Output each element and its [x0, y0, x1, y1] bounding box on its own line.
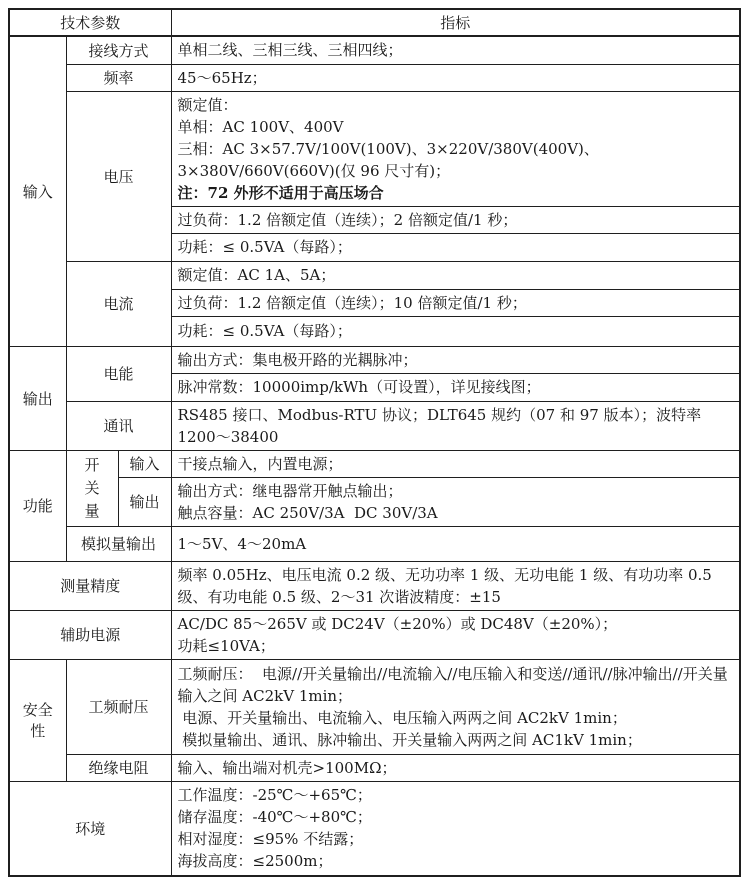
withstand-value	[171, 659, 740, 754]
table-row	[9, 36, 740, 64]
section-label-accuracy: 测量精度	[9, 561, 171, 610]
switch-output-value	[171, 477, 740, 526]
aux-power-value	[171, 610, 740, 659]
section-label-aux-power: 辅助电源	[9, 610, 171, 659]
withstand-line1: 工频耐压： 电源//开关量输出//电流输入//电压输入和变送//通讯//脉冲输出//开关量输入之间 AC2kV 1min；	[177, 664, 728, 705]
environment-line4: 海拔高度：≤2500m；	[177, 852, 333, 871]
environment-line3: 相对湿度：≤95% 不结露；	[177, 830, 364, 849]
wiring-value: 单相二线、三相三线、三相四线；	[171, 36, 740, 64]
current-rated-value: 额定值：AC 1A、5A；	[171, 261, 740, 289]
aux-power-line2: 功耗≤10VA；	[177, 636, 275, 655]
aux-power-line1: AC/DC 85～265V 或 DC24V（±20%）或 DC48V（±20%）；	[177, 614, 618, 633]
voltage-rated-single: 单相：AC 100V、400V	[177, 117, 344, 136]
comm-value: RS485 接口、Modbus-RTU 协议；DLT645 规约（07 和 97 版本）；波特率 1200～38400	[171, 401, 740, 450]
insulation-value: 输入、输出端对机壳>100MΩ；	[171, 754, 740, 781]
section-label-input: 输入	[9, 36, 66, 346]
current-overload-value: 过负荷：1.2 倍额定值（连续）；10 倍额定值/1 秒；	[171, 289, 740, 316]
row-label-frequency: 频率	[66, 64, 171, 91]
row-label-withstand: 工频耐压	[66, 659, 171, 754]
voltage-rated-value	[171, 91, 740, 206]
accuracy-value: 频率 0.05Hz、电压电流 0.2 级、无功功率 1 级、无功电能 1 级、有功功率 0.5 级、有功电能 0.5 级、2～31 次谐波精度：±15	[171, 561, 740, 610]
switch-io-vertical-label: 开关量	[84, 455, 100, 520]
switch-output-line2: 触点容量：AC 250V/3A DC 30V/3A	[177, 503, 438, 522]
voltage-power-loss-value: 功耗：≤ 0.5VA（每路）；	[171, 233, 740, 261]
technical-parameters-table	[8, 8, 741, 877]
table-row	[9, 477, 740, 526]
switch-input-value: 干接点输入，内置电源；	[171, 450, 740, 477]
table-row	[9, 64, 740, 91]
voltage-rated-title: 额定值：	[177, 95, 238, 114]
table-row	[9, 526, 740, 561]
table-row	[9, 561, 740, 610]
row-label-comm: 通讯	[66, 401, 171, 450]
row-label-switch-io	[66, 450, 118, 526]
table-row	[9, 261, 740, 289]
energy-pulse-value: 脉冲常数：10000imp/kWh（可设置），详见接线图；	[171, 373, 740, 401]
row-label-switch-input: 输入	[118, 450, 171, 477]
table-row	[9, 659, 740, 754]
table-header-row	[9, 9, 740, 36]
table-row	[9, 401, 740, 450]
energy-mode-value: 输出方式：集电极开路的光耦脉冲；	[171, 346, 740, 373]
section-label-safety: 安全性	[9, 659, 66, 781]
withstand-line3: 模拟量输出、通讯、脉冲输出、开关量输入两两之间 AC1kV 1min；	[177, 730, 642, 749]
header-cell-index: 指标	[171, 9, 740, 36]
table-row	[9, 450, 740, 477]
table-row	[9, 346, 740, 373]
row-label-switch-output: 输出	[118, 477, 171, 526]
voltage-overload-value: 过负荷：1.2 倍额定值（连续）；2 倍额定值/1 秒；	[171, 206, 740, 233]
section-label-environment: 环境	[9, 781, 171, 876]
row-label-analog-output: 模拟量输出	[66, 526, 171, 561]
table-row	[9, 781, 740, 876]
row-label-wiring: 接线方式	[66, 36, 171, 64]
table-row	[9, 754, 740, 781]
row-label-current: 电流	[66, 261, 171, 346]
analog-output-value: 1～5V、4～20mA	[171, 526, 740, 561]
frequency-value: 45～65Hz；	[171, 64, 740, 91]
row-label-energy: 电能	[66, 346, 171, 401]
section-label-output: 输出	[9, 346, 66, 450]
voltage-rated-three: 三相：AC 3×57.7V/100V(100V)、3×220V/380V(400V)、3×380V/660V(660V)(仅 96 尺寸有)；	[177, 139, 599, 180]
row-label-insulation: 绝缘电阻	[66, 754, 171, 781]
environment-line1: 工作温度：-25℃～+65℃；	[177, 786, 372, 805]
section-label-function: 功能	[9, 450, 66, 561]
table-row	[9, 91, 740, 206]
environment-line2: 储存温度：-40℃～+80℃；	[177, 808, 372, 827]
environment-value	[171, 781, 740, 876]
switch-output-line1: 输出方式：继电器常开触点输出；	[177, 481, 403, 500]
table-row	[9, 610, 740, 659]
current-power-loss-value: 功耗：≤ 0.5VA（每路）；	[171, 316, 740, 346]
withstand-line2: 电源、开关量输出、电流输入、电压输入两两之间 AC2kV 1min；	[177, 708, 627, 727]
header-cell-parameter: 技术参数	[9, 9, 171, 36]
voltage-rated-note: 注：72 外形不适用于高压场合	[177, 183, 384, 202]
row-label-voltage: 电压	[66, 91, 171, 261]
